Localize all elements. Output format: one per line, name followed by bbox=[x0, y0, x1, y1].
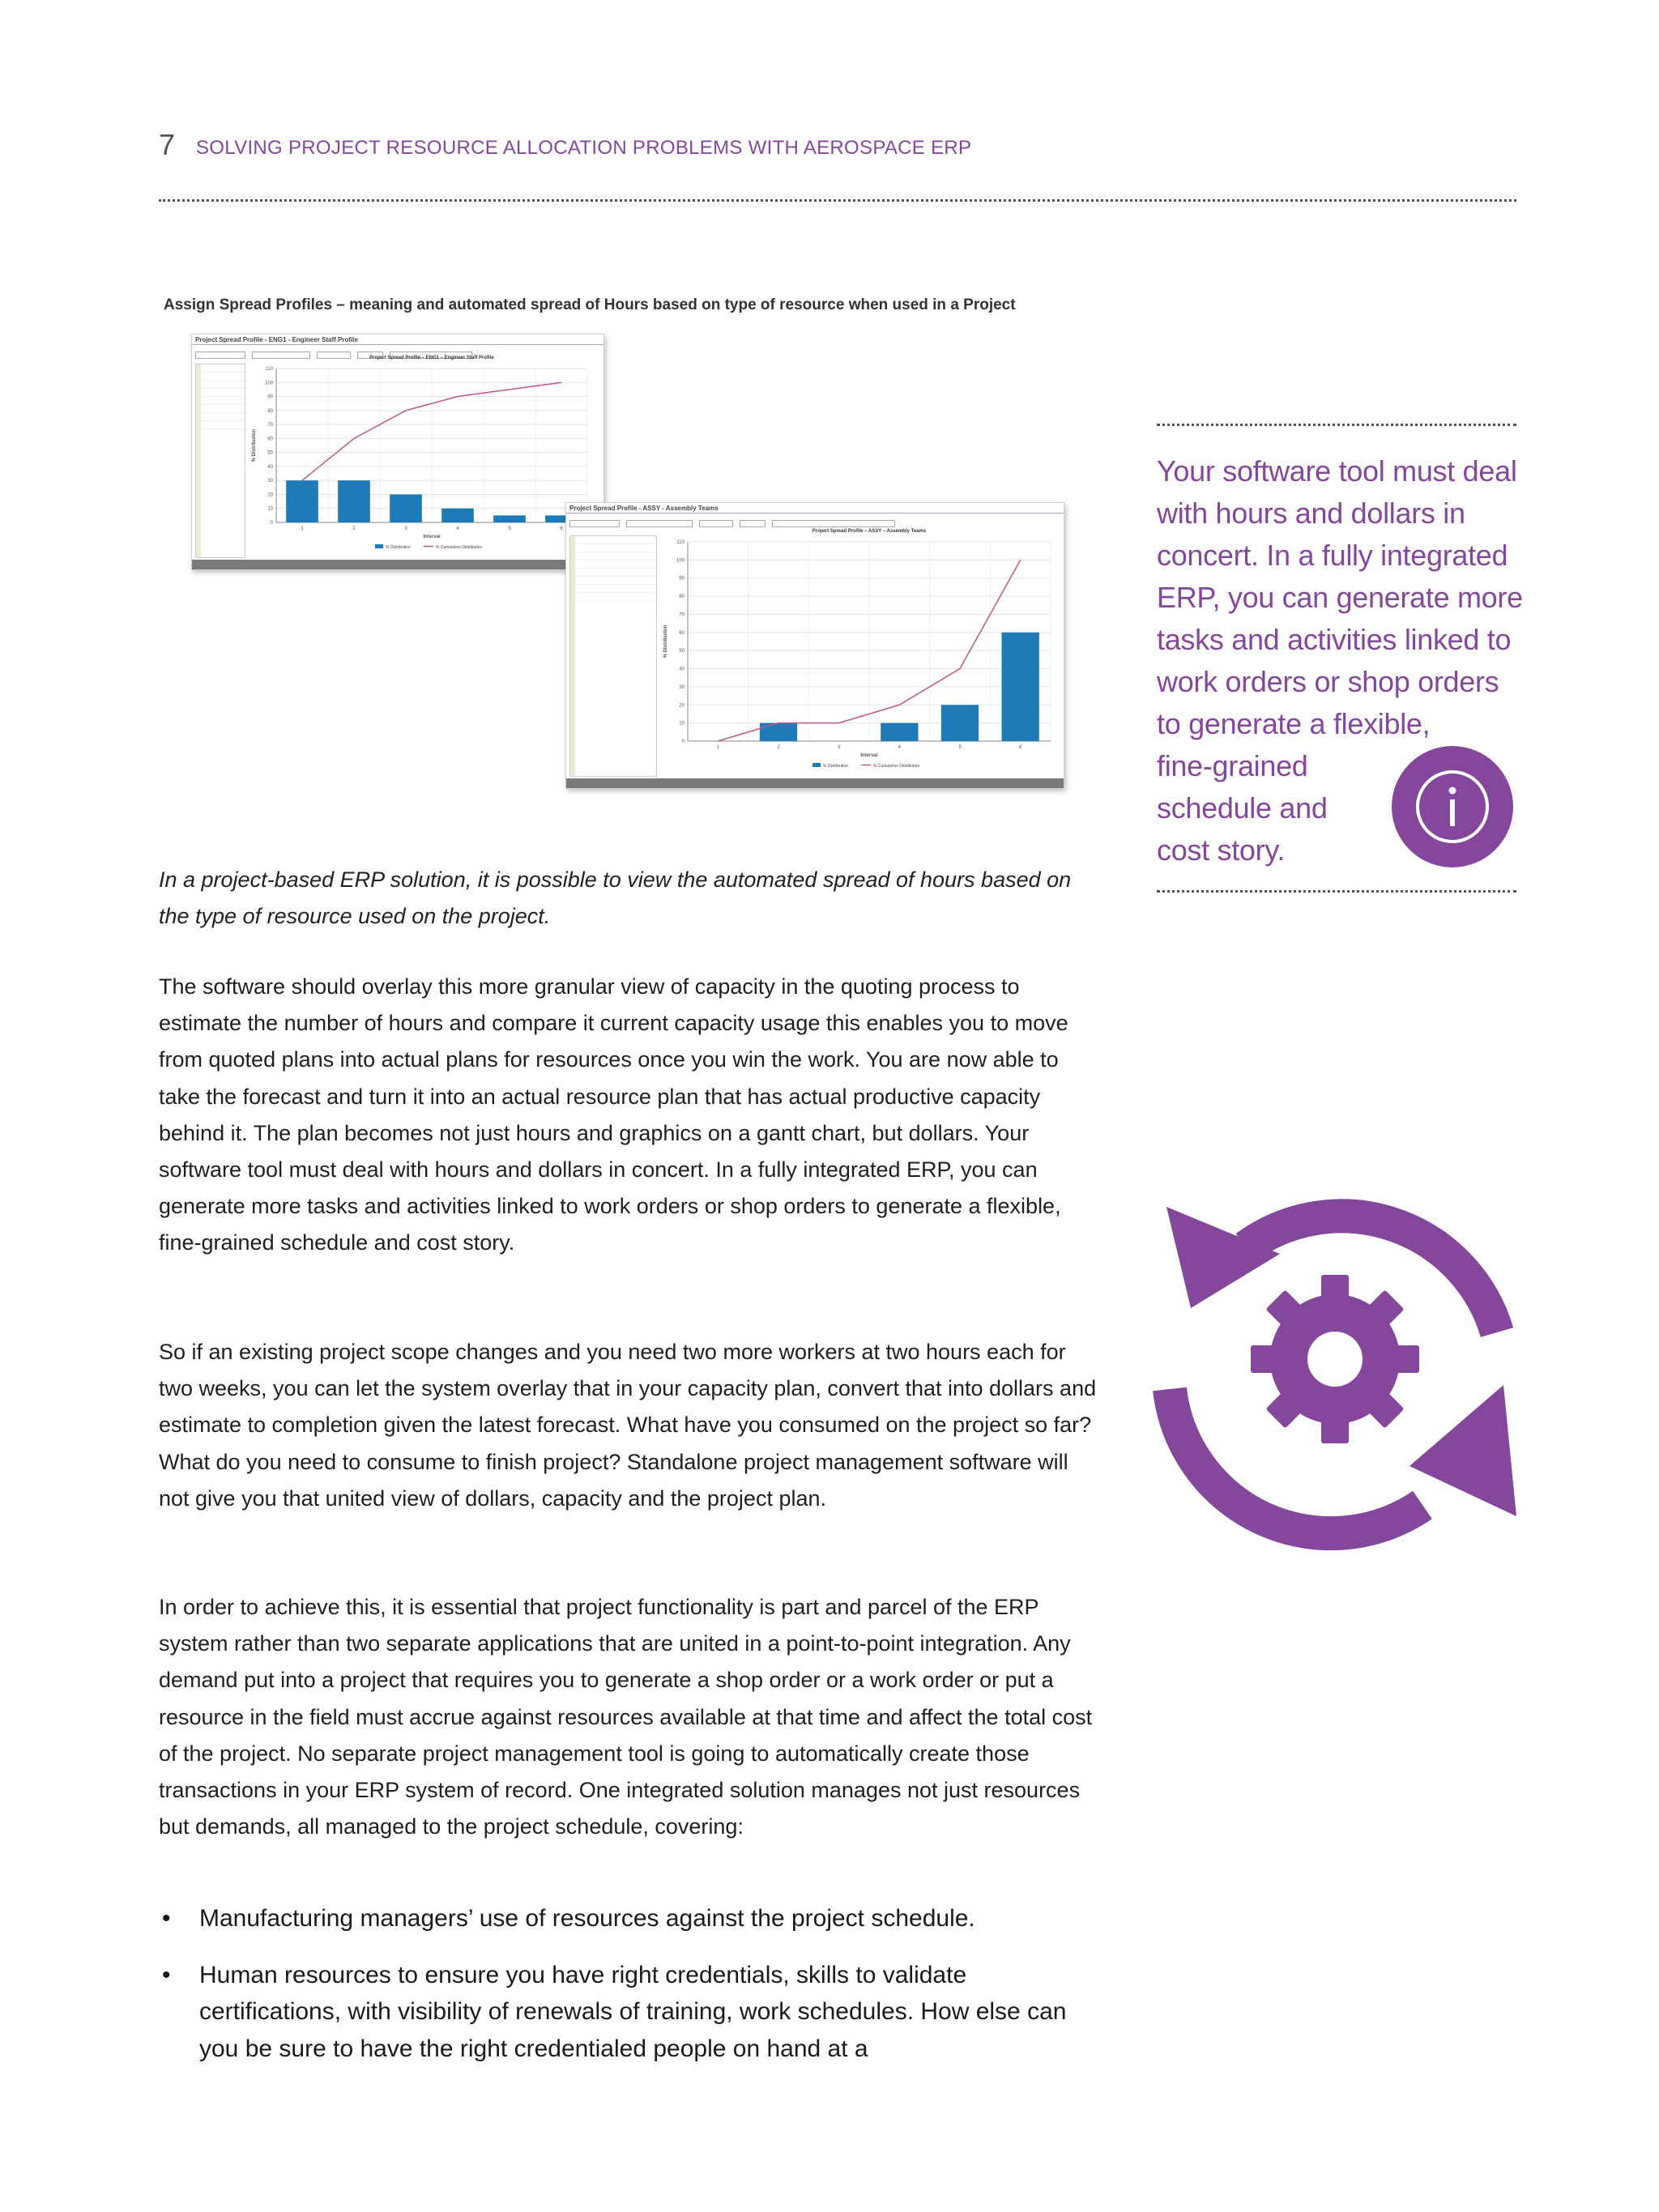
bar bbox=[493, 515, 526, 522]
y-tick-label: 50 bbox=[267, 450, 273, 456]
x-tick-label: 5 bbox=[958, 745, 962, 750]
x-tick-label: 4 bbox=[456, 526, 459, 531]
body-paragraph-1: The software should overlay this more granular view of capacity in the quoting process to estimate the number of hours and compare it current capacity usage this enables you to move from quoted plans into actual plans for resources once you win the work. You are now able to take the forecast and turn it into an actual resource plan that has actual productive capacity behind it. The plan becomes not just hours and graphics on a gantt chart, but dollars. Your software tool must deal with hours and dollars in concert. In a fully integrated ERP, you can generate more tasks and activities linked to work orders or shop orders to generate a flexible, fine-grained schedule and cost story. bbox=[159, 974, 1068, 1255]
spread-profile-window-assy bbox=[565, 502, 1064, 789]
quote-line: with hours and dollars in bbox=[1157, 497, 1465, 530]
legend-entry: % Distribution bbox=[386, 545, 411, 550]
y-tick-label: 90 bbox=[679, 576, 684, 582]
interval-table bbox=[195, 364, 245, 558]
y-tick-label: 0 bbox=[681, 739, 684, 744]
x-tick-label: 1 bbox=[301, 526, 304, 531]
window-statusbar bbox=[566, 778, 1064, 788]
y-tick-label: 100 bbox=[264, 381, 273, 386]
body-paragraph-2: So if an existing project scope changes and you need two more workers at two hours each for two weeks, you can let the system overlay that in your capacity plan, convert that into dollars and estimate to completion given the latest forecast. What have you consumed on the project so far? What do you need to consume to finish project? Standalone project management software will not give you that united view of dollars, capacity and the project plan. bbox=[159, 1340, 1097, 1511]
y-tick-label: 60 bbox=[679, 630, 684, 636]
x-tick-label: 6 bbox=[560, 526, 563, 531]
y-tick-label: 90 bbox=[267, 394, 273, 400]
y-tick-label: 70 bbox=[267, 423, 273, 428]
y-axis-label: % Distribution bbox=[663, 624, 668, 658]
spread-profile-window-eng1 bbox=[191, 334, 604, 570]
bar bbox=[390, 494, 422, 522]
bar bbox=[338, 480, 370, 522]
bullet-list bbox=[159, 1900, 1098, 2086]
bar bbox=[881, 723, 918, 741]
quote-line: concert. In a fully integrated bbox=[1157, 539, 1508, 572]
x-tick-label: 2 bbox=[352, 526, 356, 531]
legend-entry: % Distribution bbox=[823, 764, 848, 769]
y-tick-label: 20 bbox=[267, 492, 273, 498]
quote-line: ERP, you can generate more bbox=[1157, 581, 1523, 614]
bar bbox=[1002, 633, 1039, 741]
body-paragraph-3: In order to achieve this, it is essential that project functionality is part and parcel of the ERP system rather than two separate applications that are united in a point-to-point integration. Any demand put into a project that requires you to generate a shop order or a work order or put a resource in the field must accrue against resources available at that time and affect the total cost of the project. No separate project management tool is going to automatically create those transactions in your ERP system of record. One integrated solution manages not just resources but demands, all managed to the project schedule, covering: bbox=[159, 1595, 1093, 1839]
x-tick-label: 1 bbox=[716, 745, 720, 750]
y-tick-label: 10 bbox=[267, 506, 273, 512]
quote-line: to generate a flexible, bbox=[1157, 707, 1431, 740]
x-tick-label: 6 bbox=[1018, 745, 1022, 750]
x-axis-label: Interval bbox=[860, 753, 878, 758]
list-item: • Human resources to ensure you have right credentials, skills to validate certifications, with visibility of renewals of training, work schedules. How else can you be sure to have the right credentialed people on hand at a bbox=[162, 1961, 1067, 2062]
x-tick-label: 3 bbox=[837, 745, 841, 750]
window-title: Project Spread Profile - ASSY - Assembly Teams bbox=[569, 505, 719, 512]
info-icon bbox=[1392, 746, 1513, 867]
y-tick-label: 40 bbox=[267, 464, 273, 470]
running-header-title: SOLVING PROJECT RESOURCE ALLOCATION PROBLEMS WITH AEROSPACE ERP bbox=[196, 137, 972, 159]
quote-line: Your software tool must deal bbox=[1157, 454, 1517, 488]
y-tick-label: 100 bbox=[676, 558, 684, 564]
y-tick-label: 60 bbox=[267, 437, 273, 442]
quote-line: tasks and activities linked to bbox=[1157, 623, 1512, 656]
x-axis-label: Interval bbox=[423, 535, 441, 539]
legend-entry: % Cumulative Distribution bbox=[436, 545, 483, 550]
window-title: Project Spread Profile - ENG1 - Engineer Staff Profile bbox=[195, 336, 358, 343]
quote-line: fine-grained bbox=[1157, 749, 1308, 782]
y-tick-label: 70 bbox=[679, 612, 684, 618]
window-statusbar bbox=[192, 560, 603, 569]
y-axis-label: % Distribution bbox=[252, 428, 257, 462]
y-tick-label: 80 bbox=[267, 408, 273, 414]
y-tick-label: 10 bbox=[679, 721, 684, 727]
y-tick-label: 30 bbox=[679, 684, 684, 690]
legend-swatch bbox=[812, 763, 821, 767]
y-tick-label: 110 bbox=[265, 367, 273, 372]
sidebar-divider-top bbox=[1157, 424, 1516, 426]
legend-entry: % Cumulative Distribution bbox=[873, 764, 920, 769]
spread-chart-eng1 bbox=[249, 349, 597, 556]
refresh-gear-icon bbox=[1150, 1158, 1523, 1563]
y-tick-label: 50 bbox=[679, 649, 684, 654]
y-tick-label: 0 bbox=[270, 521, 273, 526]
figure-title: Assign Spread Profiles – meaning and automated spread of Hours based on type of resource when used in a Project bbox=[164, 296, 1016, 313]
chart-title: Project Spread Profile – ENG1 – Engineer Staff Profile bbox=[369, 356, 494, 360]
figure-caption: In a project-based ERP solution, it is possible to view the automated spread of hours based on the type of resource used on the project. bbox=[159, 867, 1072, 928]
bar bbox=[286, 480, 318, 522]
x-tick-label: 5 bbox=[508, 526, 511, 531]
x-tick-label: 4 bbox=[898, 745, 902, 750]
list-item: • Manufacturing managers’ use of resources against the project schedule. bbox=[162, 1905, 975, 1932]
quote-line: cost story. bbox=[1157, 833, 1286, 867]
y-tick-label: 30 bbox=[267, 479, 273, 484]
page-number: 7 bbox=[159, 128, 176, 161]
header-divider bbox=[159, 199, 1516, 202]
quote-line: work orders or shop orders bbox=[1157, 665, 1499, 698]
y-tick-label: 20 bbox=[679, 703, 684, 709]
x-tick-label: 2 bbox=[777, 745, 780, 750]
interval-table bbox=[569, 535, 657, 777]
y-tick-label: 110 bbox=[676, 540, 684, 545]
sidebar-divider-bottom bbox=[1157, 890, 1516, 893]
quote-line: schedule and bbox=[1157, 791, 1328, 825]
bar bbox=[760, 723, 797, 741]
x-tick-label: 3 bbox=[404, 526, 407, 531]
spread-chart-assy bbox=[660, 522, 1060, 775]
y-tick-label: 80 bbox=[679, 595, 684, 600]
chart-title: Project Spread Profile – ASSY – Assembly Teams bbox=[812, 529, 927, 534]
y-tick-label: 40 bbox=[679, 667, 684, 672]
bar bbox=[941, 705, 979, 741]
legend-swatch bbox=[375, 544, 383, 548]
bar bbox=[441, 509, 474, 522]
